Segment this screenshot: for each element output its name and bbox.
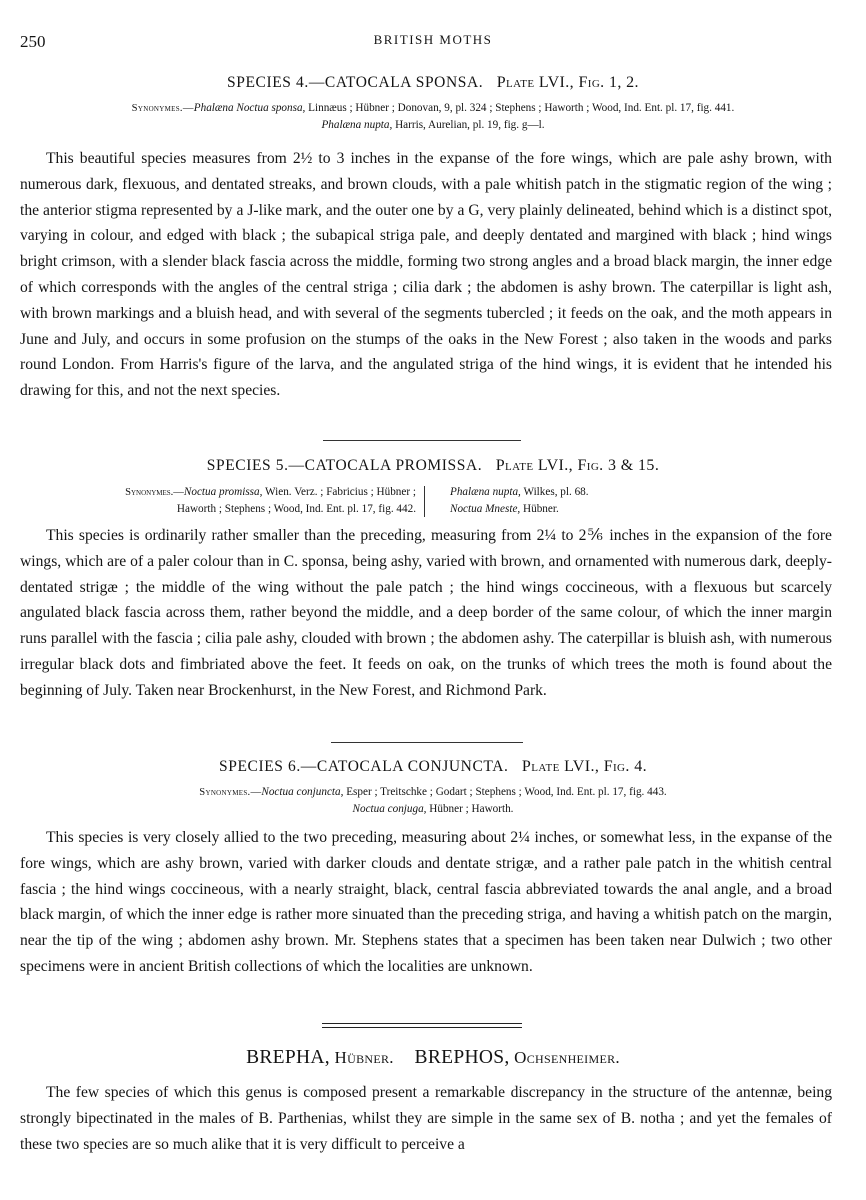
text-run: This beautiful species measures from <box>46 150 293 167</box>
synonym-refs: Esper ; Treitschke ; Godart ; Stephens ; Wood, Ind. Ent. pl. 17, fig. 443. <box>343 786 667 798</box>
synonym-name: Noctua Mneste, <box>450 503 521 515</box>
species-4-title: SPECIES 4.—CATOCALA SPONSA. <box>227 74 484 91</box>
synonym-refs: Wien. Verz. ; Fabricius ; Hübner ; <box>262 486 416 498</box>
species-6-title: SPECIES 6.—CATOCALA CONJUNCTA. <box>219 758 509 775</box>
synonym-name: Noctua conjuga, <box>352 803 427 815</box>
synonym-name: Phalæna nupta, <box>321 119 393 131</box>
section-divider <box>323 440 521 441</box>
size-fraction: ¼ <box>518 829 530 846</box>
section-divider <box>331 742 523 743</box>
running-title: BRITISH MOTHS <box>373 32 493 47</box>
synonyms-label: Synonymes.— <box>199 787 262 798</box>
size-whole: 2 <box>578 527 587 544</box>
genus-author: Hübner. <box>329 1048 394 1067</box>
synonym-name: Phalæna nupta, <box>450 486 521 498</box>
synonym-refs: Hübner ; Haworth. <box>426 803 514 815</box>
synonym-refs: Wilkes, pl. 68. <box>520 486 589 498</box>
size-figure <box>537 527 557 544</box>
species-6-synonyms <box>20 784 846 818</box>
species-5-title: SPECIES 5.—CATOCALA PROMISSA. <box>206 457 483 474</box>
synonyms-label: Synonymes.— <box>125 487 184 498</box>
species-6-plate: Plate LVI., Fig. 4. <box>521 758 647 775</box>
genus-name: BREPHOS, <box>414 1047 510 1068</box>
size-fraction: ½ <box>300 150 313 167</box>
species-6-heading <box>20 758 846 776</box>
synonym-line <box>450 501 589 518</box>
genus-name: BREPHA, <box>246 1047 330 1068</box>
synonyms-right-column <box>450 484 589 518</box>
synonym-line <box>125 484 416 501</box>
genus-author: Ochsenheimer. <box>509 1048 620 1067</box>
size-fraction: ¼ <box>544 527 557 544</box>
size-figure <box>510 829 530 846</box>
species-4-synonyms <box>20 100 846 134</box>
text-run: to 3 inches in the expanse of the fore wings, which are pale ashy brown, with numerous dark, flexuous, and dentated streaks, and brown clouds, with a pale whitish patch in the stigmatic region of the wing ; the anterior stigma represented by a J-like mark, and the outer one by a G, very plainly delineated, behind which is a distinct spot, varying in colour, and edged with black ; the subapical striga pale, and deeply dentated and margined with black ; hind wings bright crimson, with a slender black fascia across the middle, forming two strong angles and a broad black margin, the inner edge of which corresponds with the angles of the central striga ; cilia dark ; the abdomen is ashy brown. The caterpillar is light ash, with brown markings and a bluish head, and with several of the segments tubercled ; it feeds on the oak, and the moth appears in June and July, and occurs in some profusion on the stumps of the oaks in the New Forest ; also taken in the woods and parks round London. From Harris's figure of the larva, and the angulated striga of the hind wings, it is evident that he intended his drawing for this, and not the next species. <box>20 150 832 400</box>
synonym-line <box>20 117 846 134</box>
genus-heading <box>0 1047 866 1069</box>
synonym-name: Noctua promissa, <box>183 486 263 498</box>
synonym-line <box>20 784 846 801</box>
synonym-line: Haworth ; Stephens ; Wood, Ind. Ent. pl. 17, fig. 442. <box>176 503 416 515</box>
genus-divider <box>322 1023 522 1028</box>
column-separator <box>424 486 425 517</box>
page-number: 250 <box>20 32 46 51</box>
size-whole: 2 <box>510 829 519 846</box>
species-5-plate: Plate LVI., Fig. 3 & 15. <box>495 457 660 474</box>
species-4-heading <box>20 74 846 92</box>
species-6-description <box>20 825 832 980</box>
text-run: inches in the expansion of the fore wings, which are of a paler colour than in C. sponsa, being ashy, varied with brown, and ornamented with numerous dark, deeply-dentated strigæ ; the middle of the wing without the pale patch ; the hind wings coccineous, with a flexuous but scarcely angulated black fascia across them, rather beyond the middle, and a deep border of the same colour, of which the inner margin runs parallel with the fascia ; cilia pale ashy, clouded with brown ; the abdomen ashy. The caterpillar is bluish ash, with numerous irregular black dots and fimbriated above the feet. It feeds on oak, on the trunks of which trees the moth is found about the beginning of July. Taken near Brockenhurst, in the New Forest, and Richmond Park. <box>20 527 832 699</box>
text-run: inches, or somewhat less, in the expanse of the fore wings, which are ashy brown, varied with darker clouds and dentate strigæ, and a rather pale patch in the whitish central fascia ; the hind wings coccineous, with a nearly straight, black, central fascia abbreviated towards the anal angle, and a broad black margin, of which the inner edge is rather more sinuated than the preceding striga, and having a whitish patch on the margin, near the tip of the wing ; abdomen ashy brown. Mr. Stephens states that a specimen has been taken near Dulwich ; two other specimens were in ancient British collections of which the localities are unknown. <box>20 829 832 975</box>
text-run: This species is very closely allied to the two preceding, measuring about <box>46 829 511 846</box>
size-figure <box>293 150 313 167</box>
synonym-refs: Harris, Aurelian, pl. 19, fig. g—l. <box>392 119 545 131</box>
text-run: to <box>556 527 579 544</box>
size-fraction: ⅚ <box>586 527 605 544</box>
synonym-line <box>20 100 846 117</box>
text-run: This species is ordinarily rather smaller than the preceding, measuring from <box>46 527 537 544</box>
species-4-description <box>20 146 832 404</box>
synonyms-left-column <box>125 484 416 518</box>
species-5-description <box>20 523 832 704</box>
species-5-heading <box>20 457 846 475</box>
genus-description: The few species of which this genus is composed present a remarkable discrepancy in the structure of the antennæ, being strongly bipectinated in the males of B. Parthenias, whilst they are simple in the same sex of B. notha ; and yet the females of these two species are so much alike that it is very difficult to perceive a <box>20 1084 832 1153</box>
synonym-line <box>450 484 589 501</box>
species-4-plate: Plate LVI., Fig. 1, 2. <box>496 74 639 91</box>
synonym-line <box>20 801 846 818</box>
synonym-name: Noctua conjuncta, <box>261 786 344 798</box>
size-whole: 2 <box>292 150 301 167</box>
synonyms-label: Synonymes.— <box>131 103 194 114</box>
synonym-refs: Hübner. <box>520 503 559 515</box>
size-whole: 2 <box>536 527 545 544</box>
synonym-refs: Linnæus ; Hübner ; Donovan, 9, pl. 324 ; Stephens ; Haworth ; Wood, Ind. Ent. pl. 17, fig. 441. <box>305 102 735 114</box>
synonym-name: Phalæna Noctua sponsa, <box>193 102 306 114</box>
size-figure <box>579 527 605 544</box>
